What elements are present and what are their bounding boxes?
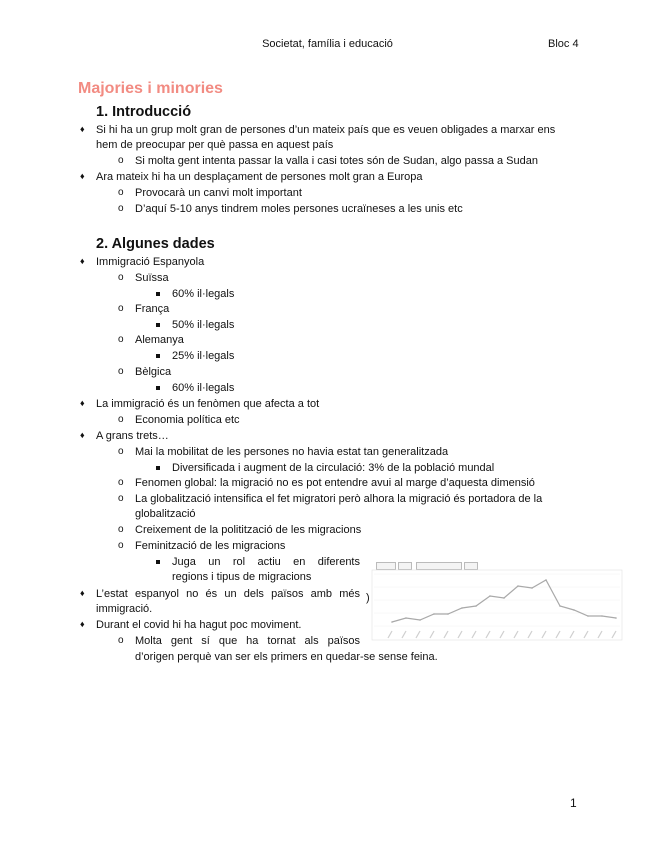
circle-bullet-icon: o — [118, 203, 124, 214]
chart-x-tick-label — [556, 631, 560, 638]
list-item: Economia política etc — [135, 414, 240, 426]
country-value: 60% il·legals — [172, 382, 235, 394]
list-item-continued: globalització — [135, 508, 196, 520]
chart-data-point — [391, 621, 393, 623]
country-label: Alemanya — [135, 334, 184, 346]
list-item: Molta gent sí que ha tornat als països — [135, 635, 360, 647]
square-bullet-icon — [156, 386, 160, 390]
chart-x-tick-label — [514, 631, 518, 638]
chart-data-point — [559, 605, 561, 607]
chart-data-point — [601, 615, 603, 617]
chart-x-tick-label — [500, 631, 504, 638]
circle-bullet-icon: o — [118, 540, 124, 551]
list-item: Si hi ha un grup molt gran de persones d’un mateix país que es veuen obligades a marxar ens — [96, 124, 556, 136]
chart-x-tick-label — [486, 631, 490, 638]
chart-data-point — [447, 613, 449, 615]
chart-x-tick-label — [444, 631, 448, 638]
list-item: L’estat espanyol no és un dels països amb més — [96, 588, 360, 600]
section-heading-introduction: 1. Introducció — [96, 104, 192, 120]
list-item: D’aquí 5-10 anys tindrem moles persones ucraïneses a les unis etc — [135, 203, 463, 215]
country-value: 60% il·legals — [172, 288, 235, 300]
document-title: Majories i minories — [78, 80, 223, 97]
list-item-continued: regions i tipus de migracions — [172, 571, 312, 583]
circle-bullet-icon: o — [118, 446, 124, 457]
circle-bullet-icon: o — [118, 635, 124, 646]
diamond-bullet-icon: ♦ — [80, 398, 85, 408]
chart-data-point — [489, 595, 491, 597]
list-item-continued: d’origen perquè van ser els primers en quedar-se sense feina. — [135, 651, 438, 663]
chart-x-tick-label — [584, 631, 588, 638]
circle-bullet-icon: o — [118, 272, 124, 283]
list-item: La globalització intensifica el fet migratori però alhora la migració és portadora de la — [135, 493, 543, 505]
list-item: Ara mateix hi ha un desplaçament de persones molt gran a Europa — [96, 171, 423, 183]
diamond-bullet-icon: ♦ — [80, 619, 85, 629]
chart-data-point — [587, 615, 589, 617]
country-label: França — [135, 303, 170, 315]
list-item: Fenomen global: la migració no es pot entendre avui al marge d’aquesta dimensió — [135, 477, 535, 489]
chart-x-tick-label — [458, 631, 462, 638]
country-label: Suïssa — [135, 272, 169, 284]
chart-data-point — [517, 585, 519, 587]
chart-data-point — [503, 597, 505, 599]
square-bullet-icon — [156, 466, 160, 470]
list-item: Feminització de les migracions — [135, 540, 286, 552]
header-title: Societat, família i educació — [262, 38, 393, 50]
country-label: Bèlgica — [135, 366, 172, 378]
circle-bullet-icon: o — [118, 477, 124, 488]
chart-data-point — [461, 607, 463, 609]
chart-data-point — [405, 617, 407, 619]
chart-x-tick-label — [402, 631, 406, 638]
circle-bullet-icon: o — [118, 493, 124, 504]
list-item: A grans trets… — [96, 430, 169, 442]
chart-series-line — [392, 580, 616, 622]
list-item-continued: immigració. — [96, 603, 153, 615]
chart-x-tick-label — [472, 631, 476, 638]
chart-data-point — [419, 619, 421, 621]
diamond-bullet-icon: ♦ — [80, 256, 85, 266]
section-heading-data: 2. Algunes dades — [96, 236, 215, 252]
circle-bullet-icon: o — [118, 187, 124, 198]
chart-x-tick-label — [612, 631, 616, 638]
page-number: 1 — [570, 796, 577, 810]
circle-bullet-icon: o — [118, 414, 124, 425]
list-item: La immigració és un fenòmen que afecta a tot — [96, 398, 320, 410]
list-item: Durant el covid hi ha hagut poc moviment. — [96, 619, 302, 631]
square-bullet-icon — [156, 560, 160, 564]
country-value: 25% il·legals — [172, 350, 235, 362]
diamond-bullet-icon: ♦ — [80, 430, 85, 440]
square-bullet-icon — [156, 354, 160, 358]
line-chart — [368, 560, 624, 642]
circle-bullet-icon: o — [118, 334, 124, 345]
header-block: Bloc 4 — [548, 38, 579, 50]
list-item: Diversificada i augment de la circulació: 3% de la població mundal — [172, 462, 495, 474]
chart-x-tick-label — [598, 631, 602, 638]
chart-paren-mark: ) — [366, 592, 370, 604]
list-item-continued: hem de preocupar per què passa en aquest país — [96, 139, 334, 151]
chart-data-point — [433, 613, 435, 615]
chart-x-tick-label — [416, 631, 420, 638]
chart-x-tick-label — [542, 631, 546, 638]
chart-plot-area — [372, 570, 622, 640]
diamond-bullet-icon: ♦ — [80, 124, 85, 134]
circle-bullet-icon: o — [118, 303, 124, 314]
list-item: Juga un rol actiu en diferents — [172, 556, 360, 568]
chart-data-point — [531, 587, 533, 589]
chart-x-tick-label — [570, 631, 574, 638]
circle-bullet-icon: o — [118, 366, 124, 377]
square-bullet-icon — [156, 323, 160, 327]
square-bullet-icon — [156, 292, 160, 296]
chart-x-tick-label — [388, 631, 392, 638]
chart-data-point — [475, 605, 477, 607]
diamond-bullet-icon: ♦ — [80, 588, 85, 598]
list-item: Si molta gent intenta passar la valla i casi totes són de Sudan, algo passa a Sudan — [135, 155, 538, 167]
chart-data-point — [615, 617, 617, 619]
chart-x-tick-label — [430, 631, 434, 638]
circle-bullet-icon: o — [118, 524, 124, 535]
list-item: Immigració Espanyola — [96, 256, 205, 268]
chart-data-point — [545, 579, 547, 581]
circle-bullet-icon: o — [118, 155, 124, 166]
chart-x-tick-label — [528, 631, 532, 638]
list-item: Mai la mobilitat de les persones no havia estat tan generalitzada — [135, 446, 449, 458]
country-value: 50% il·legals — [172, 319, 235, 331]
diamond-bullet-icon: ♦ — [80, 171, 85, 181]
list-item: Provocarà un canvi molt important — [135, 187, 302, 199]
chart-data-point — [573, 609, 575, 611]
list-item: Creixement de la politització de les migracions — [135, 524, 362, 536]
